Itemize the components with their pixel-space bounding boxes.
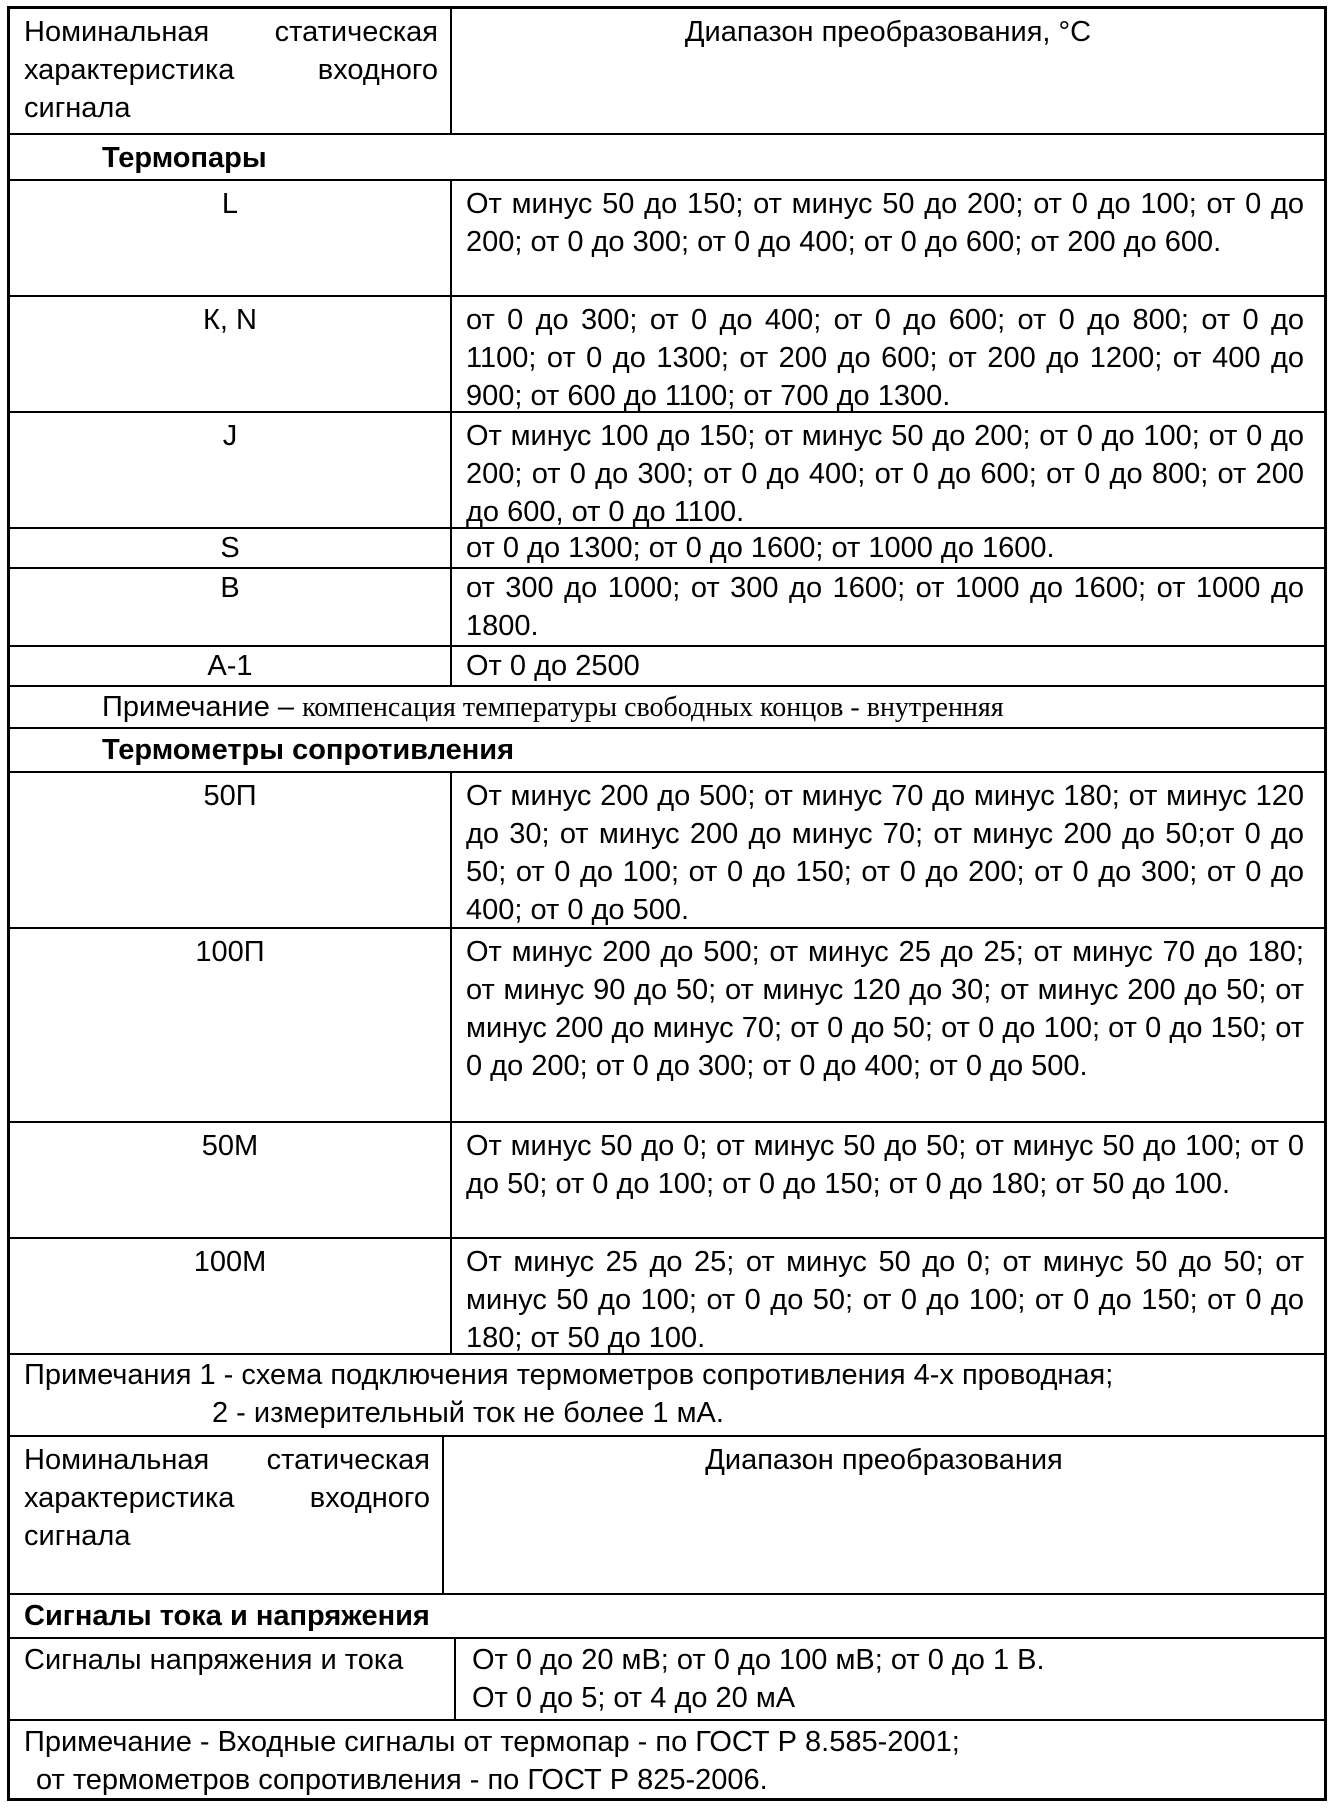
range-cell: От 0 до 2500: [466, 650, 640, 682]
note-row-thermocouples: [10, 687, 1324, 729]
range-cell: От минус 50 до 0; от минус 50 до 50; от минус 50 до 100; от 0 до 50; от 0 до 100; от 0 до 150; от 0 до 180; от 50 до 100.: [466, 1130, 1304, 1200]
table2-header-row: [10, 1437, 1324, 1595]
range-cell: от 300 до 1000; от 300 до 1600; от 1000 до 1600; от 1000 до 1800.: [466, 572, 1304, 642]
note-line-1: Примечание - Входные сигналы от термопар - по ГОСТ Р 8.585-2001;: [24, 1726, 960, 1758]
table-row: [10, 297, 1324, 413]
range-line-1: От 0 до 20 мВ; от 0 до 100 мВ; от 0 до 1 В.: [472, 1644, 1045, 1676]
type-cell: J: [10, 413, 452, 527]
table1-header-row: [10, 9, 1324, 135]
header-range: Диапазон преобразования, °С: [684, 16, 1092, 48]
section-row-signals: [10, 1595, 1324, 1639]
range-cell: [456, 1639, 1324, 1719]
table-row: [10, 569, 1324, 647]
header-characteristic: Номинальная статическая характеристика входного сигнала: [10, 1437, 444, 1593]
table-row: [10, 1639, 1324, 1721]
spec-table: [7, 6, 1327, 1801]
range-line-2: От 0 до 5; от 4 до 20 мА: [472, 1682, 796, 1714]
note-row-standards: [10, 1721, 1324, 1801]
section-row-thermocouples: [10, 135, 1324, 181]
table-row: [10, 773, 1324, 929]
type-cell: Сигналы напряжения и тока: [10, 1639, 456, 1719]
note: [102, 688, 1004, 727]
note-line-2: от термометров сопротивления - по ГОСТ Р 825-2006.: [36, 1764, 768, 1796]
range-cell: От минус 200 до 500; от минус 25 до 25; от минус 70 до 180; от минус 90 до 50; от минус 120 до 30; от минус 200 до 50; от минус 200 до минус 70; от 0 до 50; от 0 до 100; от 0 до 150; от 0 до 200; от 0 до 300; от 0 до 400; от 0 до 500.: [466, 936, 1304, 1082]
type-cell: 50П: [10, 773, 452, 927]
note-line-1: Примечания 1 - схема подключения термометров сопротивления 4-х проводная;: [24, 1359, 1114, 1391]
section-title: Термометры сопротивления: [102, 734, 515, 766]
range-cell: От минус 25 до 25; от минус 50 до 0; от минус 50 до 50; от минус 50 до 100; от 0 до 50; от 0 до 100; от 0 до 150; от 0 до 180; от 50 до 100.: [466, 1246, 1304, 1354]
type-cell: А-1: [10, 647, 452, 685]
table-row: [10, 181, 1324, 297]
type-cell: B: [10, 569, 452, 645]
section-title: Сигналы тока и напряжения: [24, 1600, 430, 1632]
type-cell: К, N: [10, 297, 452, 411]
header-range: Диапазон преобразования: [705, 1444, 1063, 1476]
table-row: [10, 647, 1324, 687]
type-cell: 50М: [10, 1123, 452, 1237]
type-cell: L: [10, 181, 452, 295]
table-row: [10, 929, 1324, 1123]
note-text: компенсация температуры свободных концов - внутренняя: [302, 692, 1004, 723]
note-row-rtd: [10, 1355, 1324, 1437]
table-row: [10, 413, 1324, 529]
type-cell: 100П: [10, 929, 452, 1121]
range-cell: от 0 до 1300; от 0 до 1600; от 1000 до 1600.: [466, 532, 1055, 564]
section-title: Термопары: [102, 142, 267, 174]
type-cell: 100М: [10, 1239, 452, 1353]
range-cell: От минус 100 до 150; от минус 50 до 200; от 0 до 100; от 0 до 200; от 0 до 300; от 0 до 400; от 0 до 600; от 0 до 800; от 200 до 600, от 0 до 1100.: [466, 420, 1304, 528]
range-cell: От минус 200 до 500; от минус 70 до минус 180; от минус 120 до 30; от минус 200 до минус 70; от минус 200 до 50;от 0 до 50; от 0 до 100; от 0 до 150; от 0 до 200; от 0 до 300; от 0 до 400; от 0 до 500.: [466, 780, 1304, 926]
section-row-rtd: [10, 729, 1324, 773]
table-row: [10, 1239, 1324, 1355]
range-cell: от 0 до 300; от 0 до 400; от 0 до 600; от 0 до 800; от 0 до 1100; от 0 до 1300; от 200 до 600; от 200 до 1200; от 400 до 900; от 600 до 1100; от 700 до 1300.: [466, 304, 1304, 412]
note-line-2: 2 - измерительный ток не более 1 мА.: [212, 1397, 724, 1429]
header-characteristic: Номинальная статическая характеристика входного сигнала: [10, 9, 452, 133]
type-cell: S: [10, 529, 452, 567]
note-prefix: Примечание –: [102, 691, 295, 723]
table-row: [10, 1123, 1324, 1239]
table-row: [10, 529, 1324, 569]
range-cell: От минус 50 до 150; от минус 50 до 200; от 0 до 100; от 0 до 200; от 0 до 300; от 0 до 400; от 0 до 600; от 200 до 600.: [466, 188, 1304, 258]
